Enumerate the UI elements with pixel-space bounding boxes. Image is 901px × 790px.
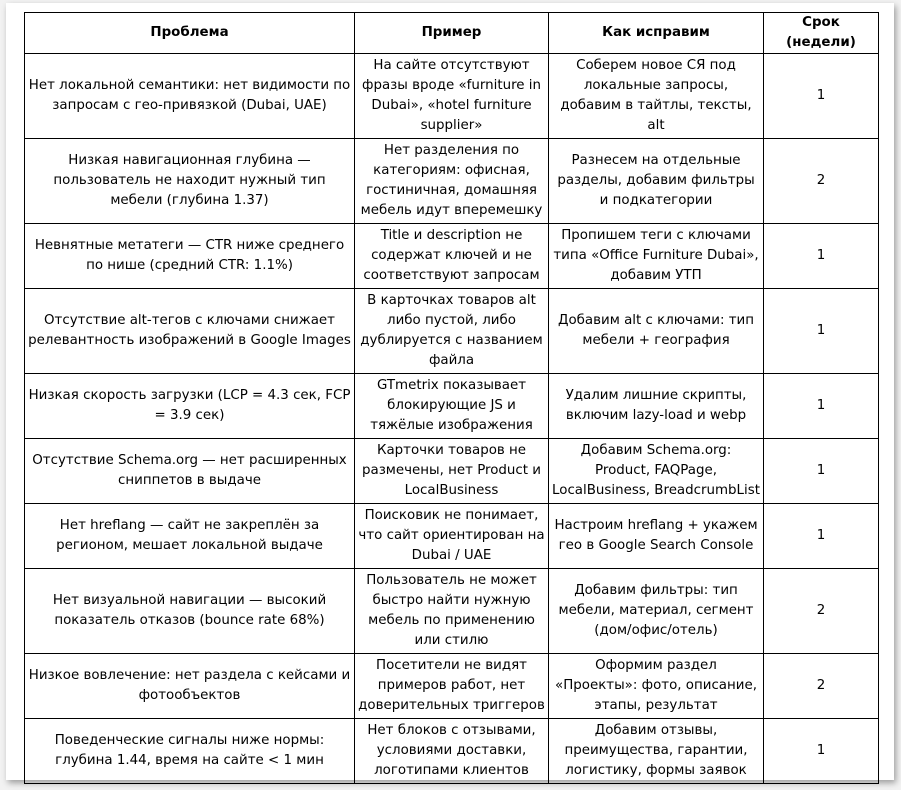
cell-problem: Нет локальной семантики: нет видимости по запросам с гео-привязкой (Dubai, UAE) (25, 54, 355, 139)
table-row (25, 224, 879, 289)
cell-example: Пользователь не может быстро найти нужную мебель по применению или стилю (355, 569, 549, 654)
cell-problem: Низкая навигационная глубина — пользователь не находит нужный тип мебели (глубина 1.37) (25, 139, 355, 224)
cell-example: Title и description не содержат ключей и не соответствуют запросам (355, 224, 549, 289)
cell-weeks: 2 (764, 139, 879, 224)
cell-fix: Добавим фильтры: тип мебели, материал, сегмент (дом/офис/отель) (549, 569, 764, 654)
cell-fix: Пропишем теги с ключами типа «Office Furniture Dubai», добавим УТП (549, 224, 764, 289)
cell-problem: Отсутствие Schema.org — нет расширенных сниппетов в выдаче (25, 439, 355, 504)
cell-problem: Нет визуальной навигации — высокий показатель отказов (bounce rate 68%) (25, 569, 355, 654)
cell-weeks: 1 (764, 289, 879, 374)
cell-fix: Добавим alt с ключами: тип мебели + география (549, 289, 764, 374)
cell-weeks: 1 (764, 719, 879, 784)
cell-fix: Добавим Schema.org: Product, FAQPage, LocalBusiness, BreadcrumbList (549, 439, 764, 504)
table-row (25, 54, 879, 139)
table-row (25, 374, 879, 439)
cell-weeks: 2 (764, 569, 879, 654)
cell-example: Нет разделения по категориям: офисная, гостиничная, домашняя мебель идут вперемешку (355, 139, 549, 224)
cell-example: Нет блоков с отзывами, условиями доставки, логотипами клиентов (355, 719, 549, 784)
cell-weeks: 1 (764, 439, 879, 504)
cell-problem: Нет hreflang — сайт не закреплён за регионом, мешает локальной выдаче (25, 504, 355, 569)
cell-example: GTmetrix показывает блокирующие JS и тяжёлые изображения (355, 374, 549, 439)
cell-weeks: 1 (764, 224, 879, 289)
cell-example: Посетители не видят примеров работ, нет доверительных триггеров (355, 654, 549, 719)
header-problem: Проблема (25, 13, 355, 54)
seo-issues-table (24, 12, 879, 784)
table-row (25, 654, 879, 719)
cell-weeks: 1 (764, 374, 879, 439)
cell-fix: Добавим отзывы, преимущества, гарантии, логистику, формы заявок (549, 719, 764, 784)
table-row (25, 289, 879, 374)
cell-fix: Оформим раздел «Проекты»: фото, описание, этапы, результат (549, 654, 764, 719)
table-header-row (25, 13, 879, 54)
cell-fix: Удалим лишние скрипты, включим lazy-load и webp (549, 374, 764, 439)
header-fix: Как исправим (549, 13, 764, 54)
cell-problem: Низкое вовлечение: нет раздела с кейсами и фотообъектов (25, 654, 355, 719)
cell-weeks: 2 (764, 654, 879, 719)
cell-weeks: 1 (764, 504, 879, 569)
cell-example: В карточках товаров alt либо пустой, либо дублируется с названием файла (355, 289, 549, 374)
table-row (25, 569, 879, 654)
cell-problem: Невнятные метатеги — CTR ниже среднего по нише (средний CTR: 1.1%) (25, 224, 355, 289)
cell-weeks: 1 (764, 54, 879, 139)
cell-problem: Низкая скорость загрузки (LCP = 4.3 сек, FCP = 3.9 сек) (25, 374, 355, 439)
cell-example: Карточки товаров не размечены, нет Product и LocalBusiness (355, 439, 549, 504)
table-row (25, 139, 879, 224)
table-row (25, 719, 879, 784)
cell-fix: Соберем новое СЯ под локальные запросы, добавим в тайтлы, тексты, alt (549, 54, 764, 139)
document-sheet (6, 3, 894, 780)
cell-problem: Отсутствие alt-тегов с ключами снижает релевантность изображений в Google Images (25, 289, 355, 374)
header-example: Пример (355, 13, 549, 54)
cell-problem: Поведенческие сигналы ниже нормы: глубина 1.44, время на сайте < 1 мин (25, 719, 355, 784)
header-weeks: Срок (недели) (764, 13, 879, 54)
cell-fix: Настроим hreflang + укажем гео в Google Search Console (549, 504, 764, 569)
cell-example: На сайте отсутствуют фразы вроде «furniture in Dubai», «hotel furniture supplier» (355, 54, 549, 139)
cell-example: Поисковик не понимает, что сайт ориентирован на Dubai / UAE (355, 504, 549, 569)
table-row (25, 504, 879, 569)
cell-fix: Разнесем на отдельные разделы, добавим фильтры и подкатегории (549, 139, 764, 224)
table-row (25, 439, 879, 504)
